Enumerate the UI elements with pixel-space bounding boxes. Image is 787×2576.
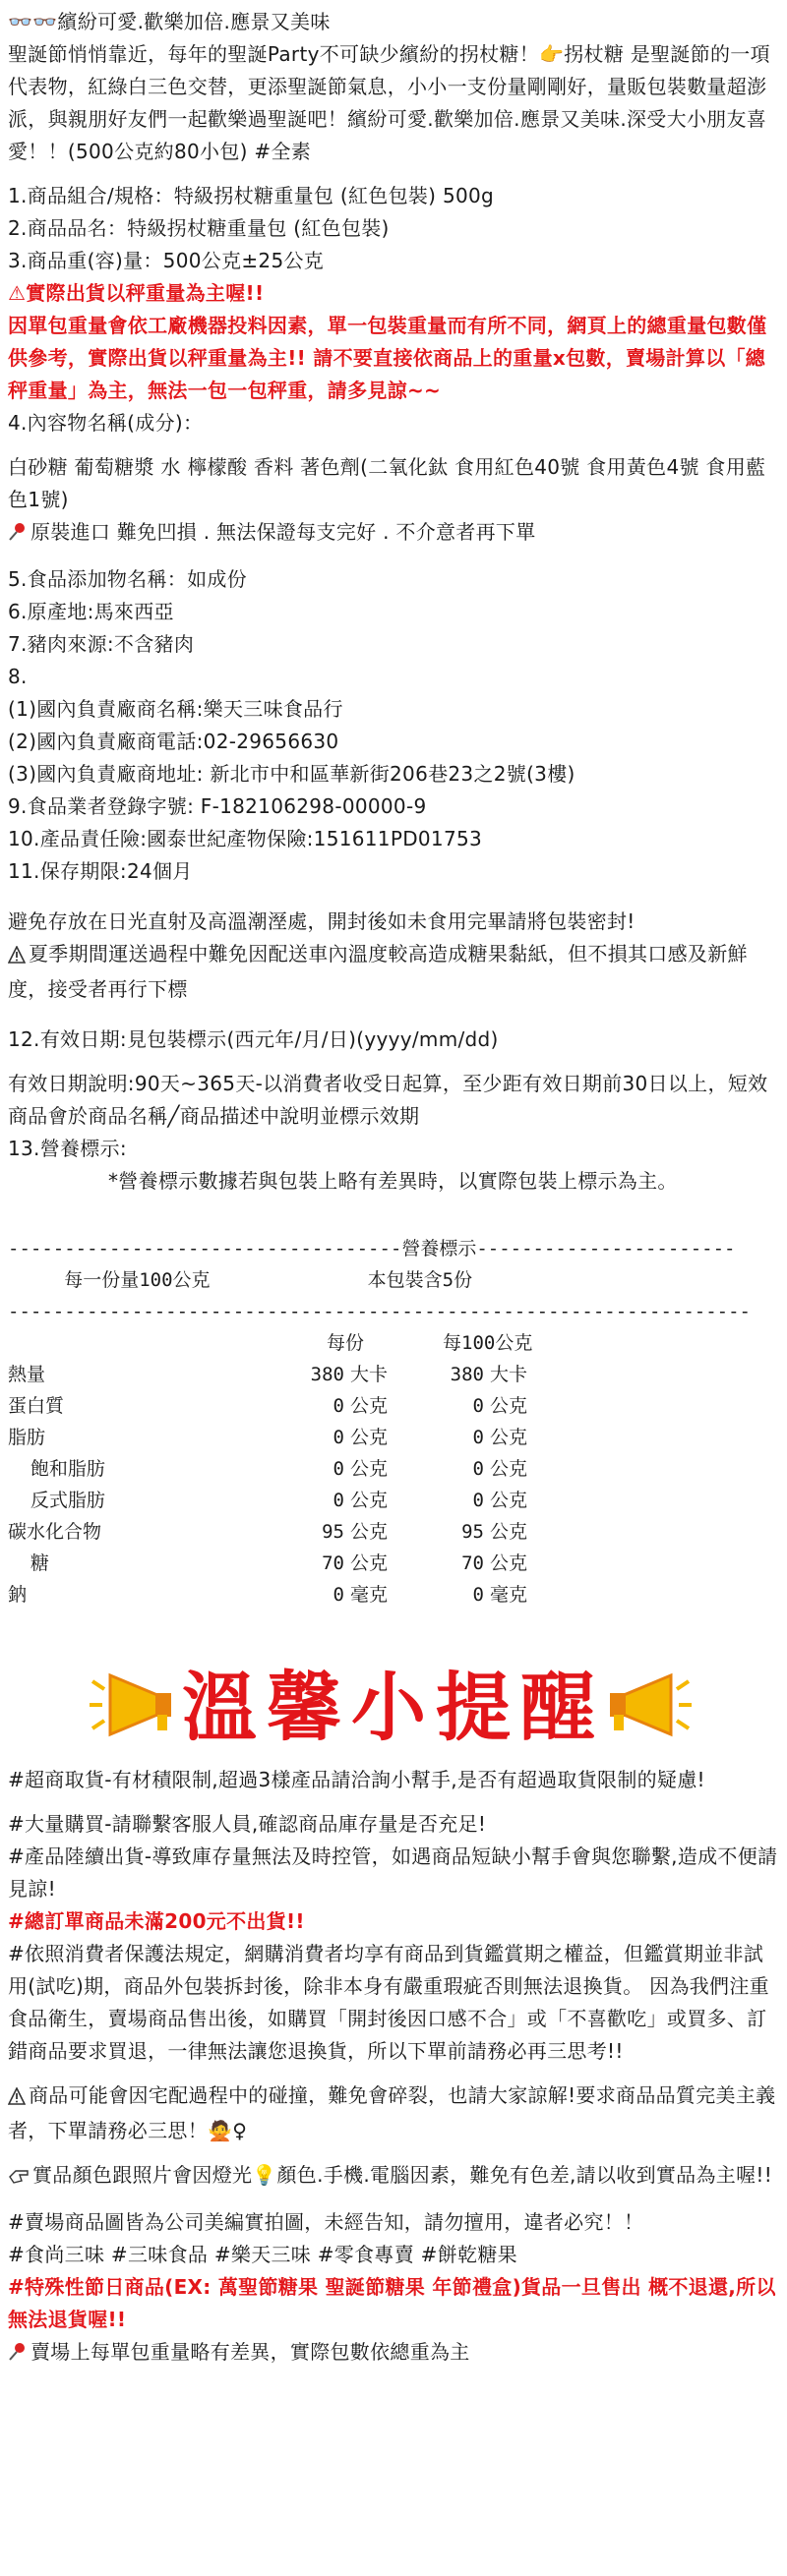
per-100g-unit: 公克	[490, 1395, 528, 1417]
per-100g-unit: 公克	[490, 1490, 528, 1511]
nutrition-row	[8, 1579, 779, 1610]
reminder-9: #食尚三味 #三味食品 #樂天三味 #零食專賣 #餅乾糖果	[8, 2243, 517, 2266]
glasses-emoji: 👓👓	[8, 10, 58, 33]
nutrition-row	[8, 1548, 779, 1579]
no-gesture-emoji: 🙅♀	[208, 2119, 248, 2142]
pushpin-icon	[8, 2339, 28, 2371]
per-serving-value: 0	[333, 1395, 344, 1417]
nutrition-row	[8, 1485, 779, 1516]
nutrient-name: 蛋白質	[8, 1395, 65, 1417]
per-serving-value: 0	[333, 1427, 344, 1448]
reminder-7: 實品顏色跟照片會因燈光💡顏色.手機.電腦因素，難免有色差,請以收到實品為主喔!!	[32, 2163, 773, 2187]
nutrition-row	[8, 1359, 779, 1390]
per-serving-value: 70	[322, 1552, 344, 1574]
reminder-1: #超商取貨-有材積限制,超過3樣產品請洽詢小幫手,是否有超過取貨限制的疑慮!	[8, 1768, 705, 1791]
expiry-note: 有效日期說明:90天~365天-以消費者收受日起算，至少距有效日期前30日以上，短效商品會於商品名稱╱商品描述中說明並標示效期	[8, 1072, 768, 1128]
per-100g-value: 0	[472, 1458, 484, 1480]
point-right-icon	[8, 2162, 30, 2195]
weight-warning-title: ⚠實際出貨以秤重量為主喔!!	[8, 281, 265, 305]
per-100g-value: 95	[461, 1521, 484, 1543]
banner-title: 溫馨小提醒	[182, 1663, 605, 1751]
warning-icon	[8, 941, 26, 973]
weight-warning-body: 因單包重量會依工廠機器投料因素，單一包裝重量而有所不同，網頁上的總重量包數僅供參考，實際出貨以秤重量為主!! 請不要直接依商品上的重量x包數，賣場計算以「總秤重量」為主，無法一包一包秤重，請多見諒~~	[8, 314, 767, 402]
intro-body: 聖誕節悄悄靠近，每年的聖誕Party不可缺少繽紛的拐杖糖！👉拐杖糖 是聖誕節的一項代表物，紅綠白三色交替，更添聖誕節氣息，小小一支份量剛剛好，量販包裝數量超澎派，與親朋好友們一起歡樂過聖誕吧！繽紛可愛.歡樂加倍.應景又美味.深受大小朋友喜愛！！(500公克約80小包) #全素	[8, 42, 770, 163]
pushpin-icon	[8, 519, 28, 552]
per-100g-value: 0	[472, 1395, 484, 1417]
per-serving-value: 0	[333, 1490, 344, 1511]
nutrient-name: 反式脂肪	[8, 1490, 105, 1511]
per-serving-unit: 公克	[350, 1458, 389, 1480]
per-serving-unit: 大卡	[350, 1364, 389, 1385]
reminder-banner	[8, 1638, 779, 1764]
per-serving-value: 95	[322, 1521, 344, 1543]
import-note: 原裝進口 難免凹損 . 無法保證每支完好 . 不介意者再下單	[30, 520, 536, 544]
storage-note: 避免存放在日光直射及高溫潮溼處，開封後如未食用完畢請將包裝密封!	[8, 909, 636, 933]
maker-name: (1)國內負責廠商名稱:樂天三味食品行	[8, 697, 343, 721]
per-100g-unit: 公克	[490, 1458, 528, 1480]
intro-title: 繽紛可愛.歡樂加倍.應景又美味	[57, 10, 331, 33]
nutrition-serving-line: 每一份量100公克 本包裝含5份	[8, 1269, 473, 1291]
nutrition-row	[8, 1516, 779, 1548]
per-serving-unit: 毫克	[350, 1584, 389, 1606]
nutrient-name: 糖	[8, 1552, 49, 1574]
per-100g-value: 70	[461, 1552, 484, 1574]
ingredients: 白砂糖 葡萄糖漿 水 檸檬酸 香料 著色劑(二氧化鈦 食用紅色40號 食用黃色4號 食用藍色1號)	[8, 455, 766, 511]
nutrition-divider: ------------------------------------------------------------------	[8, 1301, 751, 1322]
reminder-2: #大量購買-請聯繫客服人員,確認商品庫存量是否充足!	[8, 1812, 487, 1836]
reminder-8: #賣場商品圖皆為公司美編實拍圖，未經告知，請勿擅用，違者必究！！	[8, 2210, 644, 2234]
warning-icon	[8, 2082, 26, 2115]
summer-note: 夏季期間運送過程中難免因配送車內溫度較高造成糖果黏紙，但不損其口感及新鮮度，接受者再行下標	[8, 942, 748, 1001]
reminder-3: #產品陸續出貨-導致庫存量無法及時控管，如遇商品短缺小幫手會與您聯繫,造成不便請見諒!	[8, 1844, 778, 1901]
nutrient-name: 鈉	[8, 1584, 28, 1606]
import-note-line	[8, 516, 779, 552]
per-100g-value: 0	[472, 1427, 484, 1448]
per-serving-unit: 公克	[350, 1521, 389, 1543]
nutrient-name: 碳水化合物	[8, 1521, 102, 1543]
per-100g-unit: 毫克	[490, 1584, 528, 1606]
per-100g-unit: 公克	[490, 1427, 528, 1448]
nutrition-column-headers	[8, 1327, 779, 1359]
spec-item-1: 1.商品組合/規格：特級拐杖糖重量包 (紅色包裝) 500g	[8, 184, 495, 207]
nutrition-header: -----------------------------------營養標示-----------------------	[8, 1238, 736, 1259]
nutrition-row	[8, 1422, 779, 1453]
per-serving-unit: 公克	[350, 1395, 389, 1417]
spec-item-9: 9.食品業者登錄字號: F-182106298-00000-9	[8, 794, 427, 818]
per-serving-unit: 公克	[350, 1490, 389, 1511]
reminder-5: #依照消費者保護法規定，網購消費者均享有商品到貨鑑賞期之權益，但鑑賞期並非試用(試吃)期，商品外包裝拆封後，除非本身有嚴重瑕疵否則無法退換貨。 因為我們注重食品衛生，賣場商品售出後，如購買「開封後因口感不合」或「不喜歡吃」或買多、訂錯商品要求買退，一律無法讓您退換貨，所以下單前請務必再三思考!!	[8, 1942, 769, 2063]
col-per-100g: 每100公克	[443, 1332, 533, 1354]
reminder-6: 商品可能會因宅配過程中的碰撞，難免會碎裂，也請大家諒解!要求商品品質完美主義者，下單請務必三思！	[8, 2083, 776, 2142]
nutrient-name: 飽和脂肪	[8, 1458, 105, 1480]
spec-item-3: 3.商品重(容)量：500公克±25公克	[8, 249, 325, 272]
reminder-6-line	[8, 2079, 779, 2147]
spec-item-4: 4.內容物名稱(成分)：	[8, 411, 204, 435]
spec-item-6: 6.原產地:馬來西亞	[8, 600, 174, 623]
spec-item-5: 5.食品添加物名稱：如成份	[8, 567, 247, 591]
per-100g-value: 0	[472, 1490, 484, 1511]
nutrition-table	[8, 1233, 779, 1610]
nutrition-note: *營養標示數據若與包裝上略有差異時，以實際包裝上標示為主。	[108, 1169, 678, 1193]
spec-item-13: 13.營養標示:	[8, 1137, 127, 1160]
spec-item-7: 7.豬肉來源:不含豬肉	[8, 632, 195, 656]
reminder-11-line	[8, 2336, 779, 2371]
per-serving-unit: 公克	[350, 1552, 389, 1574]
megaphone-icon	[89, 1666, 187, 1744]
spec-item-8: 8.	[8, 665, 28, 688]
nutrition-rows	[8, 1359, 779, 1610]
per-serving-value: 0	[333, 1584, 344, 1606]
reminder-4: #總訂單商品未滿200元不出貨!!	[8, 1909, 305, 1933]
spec-item-12: 12.有效日期:見包裝標示(西元年/月/日)(yyyy/mm/dd)	[8, 1027, 499, 1051]
nutrition-row	[8, 1390, 779, 1422]
per-serving-value: 380	[310, 1364, 344, 1385]
maker-phone: (2)國內負責廠商電話:02-29656630	[8, 730, 339, 753]
per-serving-unit: 公克	[350, 1427, 389, 1448]
megaphone-icon	[594, 1666, 693, 1744]
maker-address: (3)國內負責廠商地址: 新北市中和區華新街206巷23之2號(3樓)	[8, 762, 575, 786]
per-100g-unit: 大卡	[490, 1364, 528, 1385]
per-100g-value: 0	[472, 1584, 484, 1606]
reminder-7-line	[8, 2159, 779, 2195]
nutrient-name: 脂肪	[8, 1427, 46, 1448]
nutrient-name: 熱量	[8, 1364, 46, 1385]
reminder-10: #特殊性節日商品(EX: 萬聖節糖果 聖誕節糖果 年節禮盒)貨品一旦售出 概不退還,所以無法退貨喔!!	[8, 2275, 776, 2331]
per-100g-unit: 公克	[490, 1552, 528, 1574]
spec-item-11: 11.保存期限:24個月	[8, 859, 193, 883]
col-per-serving: 每份	[326, 1332, 364, 1354]
spec-item-2: 2.商品品名：特級拐杖糖重量包 (紅色包裝)	[8, 216, 390, 240]
per-100g-value: 380	[450, 1364, 484, 1385]
per-serving-value: 0	[333, 1458, 344, 1480]
reminder-11: 賣場上每單包重量略有差異，實際包數依總重為主	[30, 2340, 470, 2364]
intro-title-line	[8, 6, 779, 38]
spec-item-10: 10.產品責任險:國泰世紀產物保險:151611PD01753	[8, 827, 483, 850]
per-100g-unit: 公克	[490, 1521, 528, 1543]
nutrition-row	[8, 1453, 779, 1485]
summer-note-line	[8, 938, 779, 1006]
